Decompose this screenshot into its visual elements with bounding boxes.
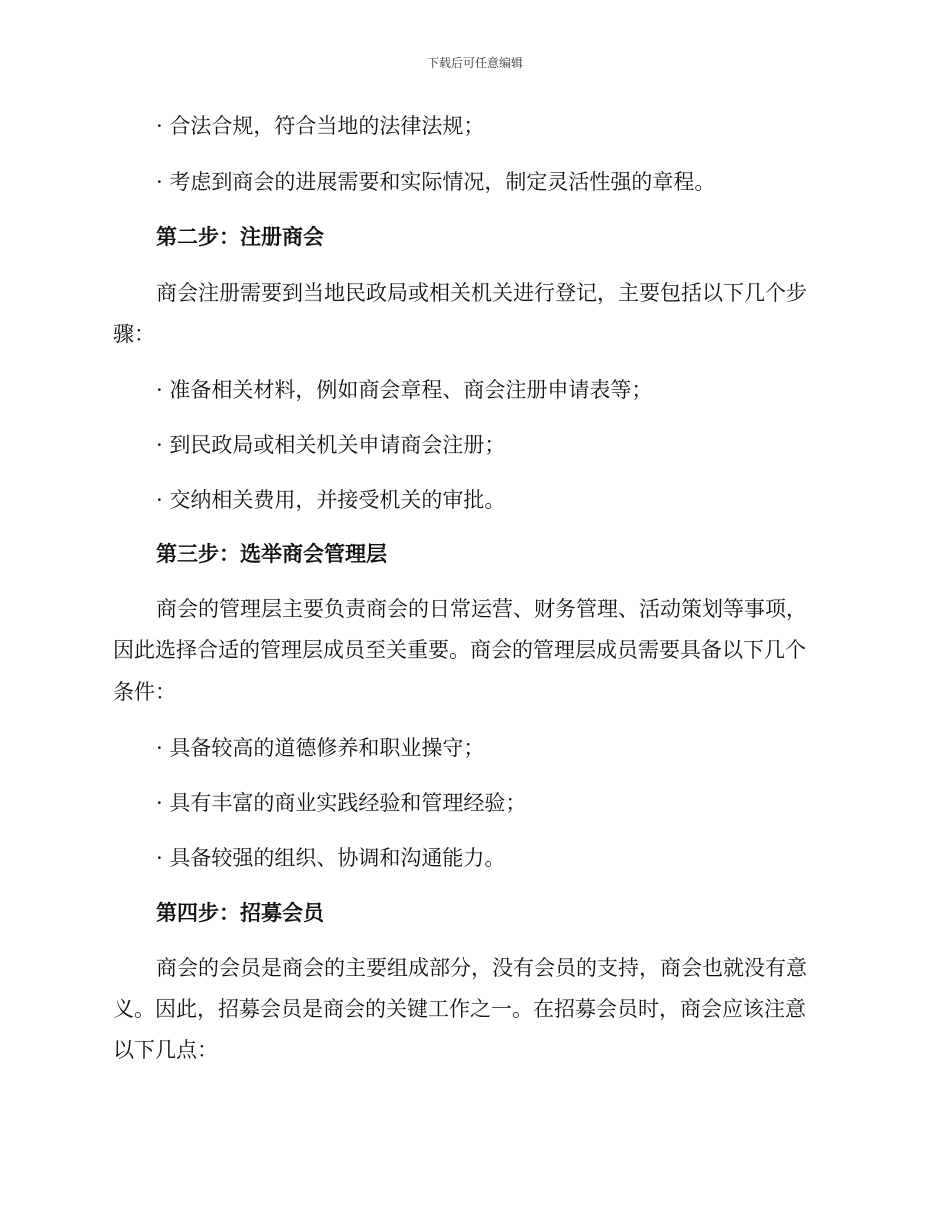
bullet-line: · 具备较强的组织、协调和沟通能力。 [156,846,506,870]
paragraph-line: 商会的会员是商会的主要组成部分，没有会员的支持，商会也就没有意 [156,956,807,980]
section-heading: 第四步：招募会员 [156,901,324,925]
section-heading: 第二步：注册商会 [156,225,324,249]
bullet-line: · 具有丰富的商业实践经验和管理经验； [156,791,527,815]
bullet-line: · 准备相关材料，例如商会章程、商会注册申请表等； [156,378,653,402]
paragraph-line: 商会的管理层主要负责商会的日常运营、财务管理、活动策划等事项， [156,597,807,621]
bullet-line: · 合法合规，符合当地的法律法规； [156,114,485,138]
paragraph-line: 以下几点： [113,1038,218,1062]
paragraph-line: 因此选择合适的管理层成员至关重要。商会的管理层成员需要具备以下几个 [113,638,806,662]
paragraph-line: 条件： [113,680,176,704]
paragraph-line: 义。因此，招募会员是商会的关键工作之一。在招募会员时，商会应该注意 [113,997,806,1021]
paragraph-line: 骤： [113,322,155,346]
bullet-line: · 交纳相关费用，并接受机关的审批。 [156,488,506,512]
paragraph-line: 商会注册需要到当地民政局或相关机关进行登记，主要包括以下几个步 [156,281,807,305]
header-note: 下载后可任意编辑 [426,56,523,70]
bullet-line: · 到民政局或相关机关申请商会注册； [156,433,506,457]
bullet-line: · 具备较高的道德修养和职业操守； [156,736,485,760]
section-heading: 第三步：选举商会管理层 [156,542,387,566]
bullet-line: · 考虑到商会的进展需要和实际情况，制定灵活性强的章程。 [156,170,716,194]
